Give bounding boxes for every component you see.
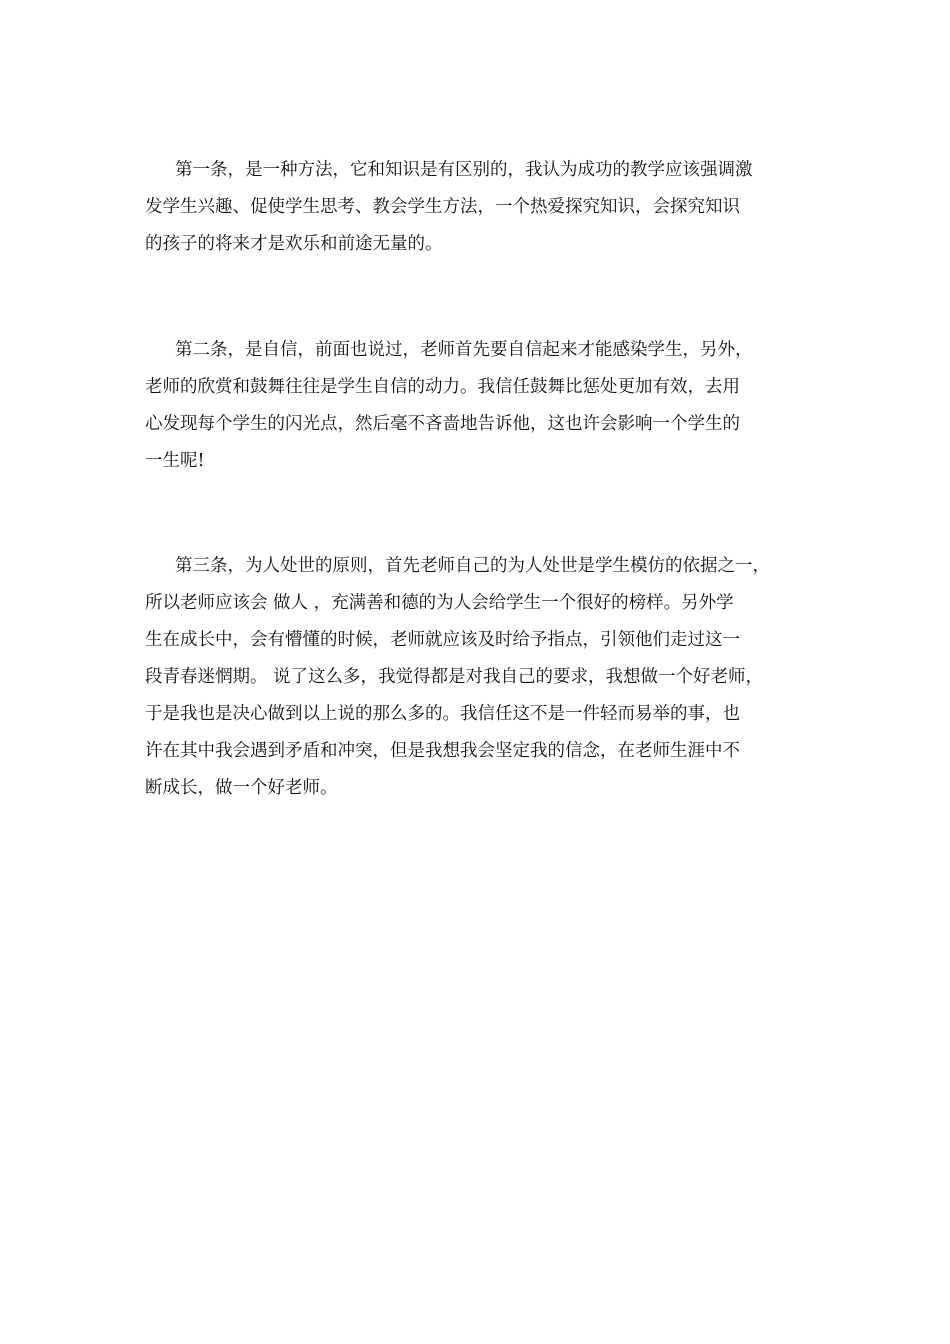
paragraph-line: 老师的欣赏和鼓舞往往是学生自信的动力。我信任鼓舞比惩处更加有效，去用	[145, 377, 740, 397]
paragraph-line: 第一条，是一种方法，它和知识是有区别的，我认为成功的教学应该强调激	[175, 160, 753, 180]
paragraph-line: 一生呢!	[145, 451, 205, 471]
paragraph-line: 所以老师应该会 做人 ，充满善和德的为人会给学生一个很好的榜样。另外学	[145, 593, 734, 613]
paragraph-line: 心发现每个学生的闪光点，然后毫不吝啬地告诉他，这也许会影响一个学生的	[145, 414, 740, 434]
paragraph-1	[145, 152, 825, 263]
paragraph-line: 于是我也是决心做到以上说的那么多的。我信任这不是一件轻而易举的事，也	[145, 704, 740, 724]
paragraph-line: 第三条，为人处世的原则，首先老师自己的为人处世是学生模仿的依据之一，	[175, 556, 770, 576]
paragraph-line: 发学生兴趣、促使学生思考、教会学生方法，一个热爱探究知识，会探究知识	[145, 197, 740, 217]
paragraph-2	[145, 332, 825, 480]
paragraph-line: 段青春迷惘期。 说了这么多，我觉得都是对我自己的要求，我想做一个好老师，	[145, 667, 764, 687]
paragraph-line: 第二条，是自信，前面也说过，老师首先要自信起来才能感染学生，另外，	[175, 340, 753, 360]
paragraph-line: 许在其中我会遇到矛盾和冲突，但是我想我会坚定我的信念，在老师生涯中不	[145, 741, 740, 761]
paragraph-3	[145, 548, 825, 807]
paragraph-line: 生在成长中，会有懵懂的时候，老师就应该及时给予指点，引领他们走过这一	[145, 630, 740, 650]
paragraph-line: 断成长，做一个好老师。	[145, 778, 338, 798]
paragraph-line: 的孩子的将来才是欢乐和前途无量的。	[145, 234, 443, 254]
